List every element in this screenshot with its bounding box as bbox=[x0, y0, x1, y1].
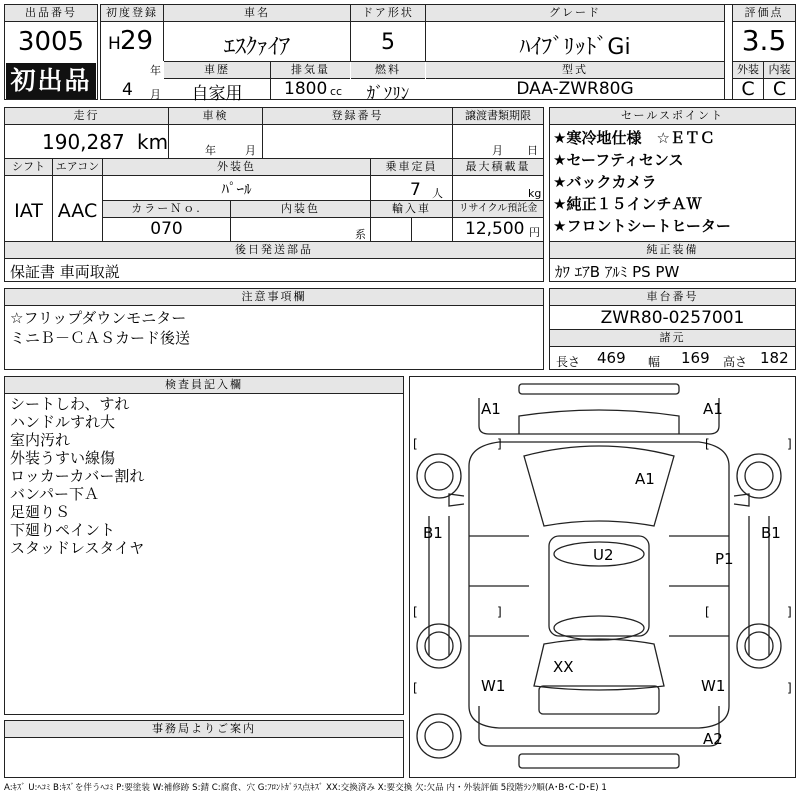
history-value: 自家用 bbox=[191, 84, 243, 104]
grade-header: グレード bbox=[426, 5, 724, 22]
mark-rear-window: XX bbox=[553, 658, 574, 676]
tire-front-left bbox=[417, 454, 461, 498]
mark-right-door: P1 bbox=[715, 550, 734, 568]
mileage-unit: km bbox=[137, 130, 169, 154]
mark-front-left: A1 bbox=[481, 400, 501, 418]
inspection-header: 車検 bbox=[169, 108, 262, 125]
left-mirror bbox=[449, 494, 464, 506]
bracket-3: [ bbox=[705, 437, 710, 451]
displacement-value: 1800 bbox=[284, 79, 328, 99]
lot-number-header: 出品番号 bbox=[5, 5, 97, 22]
capacity-header: 乗車定員 bbox=[371, 159, 452, 176]
door-type: 5 bbox=[381, 30, 395, 55]
car-damage-diagram bbox=[409, 376, 796, 778]
length-label: 長さ bbox=[556, 355, 581, 369]
bracket-7: [ bbox=[705, 605, 710, 619]
aircon-header: エアコン bbox=[53, 159, 102, 176]
wheel-front-left bbox=[425, 462, 453, 490]
length-value: 469 bbox=[597, 349, 626, 367]
wheel-front-right bbox=[745, 462, 773, 490]
capacity-unit: 人 bbox=[432, 187, 443, 200]
fuel-value: ｶﾞｿﾘﾝ bbox=[366, 84, 410, 104]
inspector-notes bbox=[10, 395, 400, 557]
car-name-header: 車名 bbox=[164, 5, 350, 22]
inspector-note-line: シートしわ、すれ bbox=[10, 395, 130, 413]
score-header: 評価点 bbox=[733, 5, 795, 22]
transfer-day-unit: 日 bbox=[527, 144, 538, 157]
inspector-note-line: ロッカーカバー割れ bbox=[10, 467, 145, 485]
width-value: 169 bbox=[681, 349, 710, 367]
legend: A:ｷｽﾞ U:ﾍｺﾐ B:ｷｽﾞを伴うﾍｺﾐ P:要塗装 W:補修跡 S:錆 C:腐食、穴 G:ﾌﾛﾝﾄｶﾞﾗｽ点ｷｽﾞ XX:交換済み X:要交換 欠:欠品 内・外装評価 5段階ﾗﾝｸ順(A･B･C･D･E) 1 bbox=[4, 783, 607, 793]
notes-header: 注意事項欄 bbox=[5, 289, 543, 306]
mark-hood: A1 bbox=[635, 470, 655, 488]
inspector-note-line: バンパー下Ａ bbox=[10, 485, 99, 503]
tire-rear-right bbox=[737, 624, 781, 668]
car-name: ｴｽｸｧｲｱ bbox=[223, 35, 290, 60]
mark-left-rear: W1 bbox=[481, 677, 506, 695]
sales-points-list bbox=[553, 127, 793, 237]
first-reg-month: 4 bbox=[122, 80, 133, 100]
tire-front-right bbox=[737, 454, 781, 498]
interior-color-unit: 系 bbox=[355, 228, 366, 241]
hood-outline bbox=[519, 410, 679, 434]
exterior-color-value: ﾊﾟｰﾙ bbox=[221, 180, 252, 198]
max-load-header: 最大積載量 bbox=[453, 159, 543, 176]
mark-roof: U2 bbox=[593, 546, 614, 564]
recycle-header: リサイクル預託金 bbox=[453, 201, 543, 218]
first-listing-badge: 初出品 bbox=[6, 63, 96, 99]
spare-wheel bbox=[425, 722, 453, 750]
shift-header: シフト bbox=[5, 159, 52, 176]
inspector-note-line: 足廻りＳ bbox=[10, 503, 71, 521]
mileage-header: 走行 bbox=[5, 108, 168, 125]
color-no-header: カラーＮｏ. bbox=[103, 201, 230, 218]
sales-point-item: ★純正１５インチＡＷ bbox=[553, 195, 702, 213]
rear-garnish-outline bbox=[519, 754, 679, 768]
note-line: ☆フリップダウンモニター bbox=[10, 309, 187, 327]
genuine-equipment-value: ｶﾜ ｴｱB ｱﾙﾐ PS PW bbox=[555, 263, 680, 281]
inspector-note-line: 外装うすい線傷 bbox=[10, 449, 116, 467]
inspector-note-line: 下廻りペイント bbox=[10, 521, 116, 539]
sales-point-item: ★フロントシートヒーター bbox=[553, 217, 731, 235]
mark-rear-bumper: A2 bbox=[703, 730, 723, 748]
mileage-value: 190,287 bbox=[42, 130, 125, 154]
inspector-note-line: スタッドレスタイヤ bbox=[10, 539, 145, 557]
transfer-month-unit: 月 bbox=[492, 144, 503, 157]
score-value: 3.5 bbox=[741, 24, 787, 57]
lot-number: 3005 bbox=[17, 27, 85, 57]
genuine-equipment-header: 純正装備 bbox=[550, 242, 795, 259]
body-outline bbox=[469, 442, 729, 728]
bracket-1: [ bbox=[413, 437, 418, 451]
inspector-note-line: 室内汚れ bbox=[10, 431, 71, 449]
exterior-color-header: 外装色 bbox=[103, 159, 370, 176]
sales-point-item: ★寒冷地仕様 ☆ＥＴＣ bbox=[553, 129, 715, 147]
sales-point-item: ★セーフティセンス bbox=[553, 151, 684, 169]
transfer-deadline-header: 譲渡書類期限 bbox=[453, 108, 543, 125]
notes-list bbox=[10, 308, 540, 348]
spare-tire bbox=[417, 714, 461, 758]
inspector-header: 検査員記入欄 bbox=[5, 377, 403, 394]
height-label: 高さ bbox=[723, 355, 748, 369]
tire-rear-left bbox=[417, 624, 461, 668]
fuel-header: 燃料 bbox=[351, 62, 425, 79]
max-load-unit: kg bbox=[528, 187, 542, 200]
inspector-note-line: ハンドルすれ大 bbox=[10, 413, 116, 431]
first-reg-year: 29 bbox=[120, 26, 154, 56]
displacement-header: 排気量 bbox=[271, 62, 350, 79]
inspection-month-unit: 月 bbox=[245, 144, 256, 157]
displacement-unit: cc bbox=[330, 85, 343, 98]
recycle-unit: 円 bbox=[529, 226, 540, 239]
sales-points-header: セールスポイント bbox=[550, 108, 795, 125]
grade-value: ﾊｲﾌﾞﾘｯﾄﾞGi bbox=[519, 35, 631, 60]
bracket-2: ] bbox=[497, 437, 502, 451]
mark-right-side: B1 bbox=[761, 524, 781, 542]
import-header: 輸入車 bbox=[371, 201, 452, 218]
later-parts-header: 後日発送部品 bbox=[5, 242, 543, 259]
model-value: DAA-ZWR80G bbox=[516, 79, 634, 99]
rear-bumper-outline bbox=[479, 706, 719, 746]
interior-color-header: 内装色 bbox=[231, 201, 370, 218]
exterior-rating-header: 外装 bbox=[733, 62, 763, 79]
bracket-5: [ bbox=[413, 605, 418, 619]
model-header: 型式 bbox=[426, 62, 724, 79]
note-line: ミニＢ－ＣＡＳカード後送 bbox=[10, 329, 191, 347]
specs-header: 諸元 bbox=[550, 330, 795, 347]
registration-header: 登録番号 bbox=[263, 108, 452, 125]
interior-rating: C bbox=[772, 78, 787, 100]
capacity-value: 7 bbox=[410, 180, 421, 200]
chassis-header: 車台番号 bbox=[550, 289, 795, 306]
mark-left-side: B1 bbox=[423, 524, 443, 542]
aircon-value: AAC bbox=[57, 200, 98, 222]
right-mirror bbox=[734, 494, 749, 506]
recycle-value: 12,500 bbox=[465, 219, 525, 239]
shift-value: IAT bbox=[14, 200, 43, 222]
bracket-4: ] bbox=[787, 437, 792, 451]
bracket-6: ] bbox=[497, 605, 502, 619]
mark-front-right: A1 bbox=[703, 400, 723, 418]
width-label: 幅 bbox=[648, 355, 661, 369]
interior-rating-header: 内装 bbox=[764, 62, 795, 79]
exterior-rating: C bbox=[741, 78, 755, 100]
chassis-value: ZWR80-0257001 bbox=[600, 308, 745, 328]
first-reg-header: 初度登録 bbox=[101, 5, 163, 22]
later-parts-value: 保証書 車両取説 bbox=[10, 263, 120, 281]
bracket-10: ] bbox=[787, 681, 792, 695]
first-reg-month-unit: 月 bbox=[150, 88, 161, 101]
bracket-9: [ bbox=[413, 681, 418, 695]
history-header: 車歴 bbox=[164, 62, 270, 79]
office-header: 事務局よりご案内 bbox=[5, 721, 403, 738]
front-bumper-outline bbox=[479, 398, 719, 434]
first-reg-year-unit: 年 bbox=[150, 64, 161, 77]
height-value: 182 bbox=[760, 349, 789, 367]
front-grille-outline bbox=[519, 384, 679, 394]
bracket-8: ] bbox=[787, 605, 792, 619]
color-no-value: 070 bbox=[150, 219, 183, 239]
first-reg-era: H bbox=[108, 34, 121, 54]
inspection-year-unit: 年 bbox=[205, 144, 216, 157]
door-header: ドア形状 bbox=[351, 5, 425, 22]
sales-point-item: ★バックカメラ bbox=[553, 173, 657, 191]
mark-right-rear: W1 bbox=[701, 677, 726, 695]
